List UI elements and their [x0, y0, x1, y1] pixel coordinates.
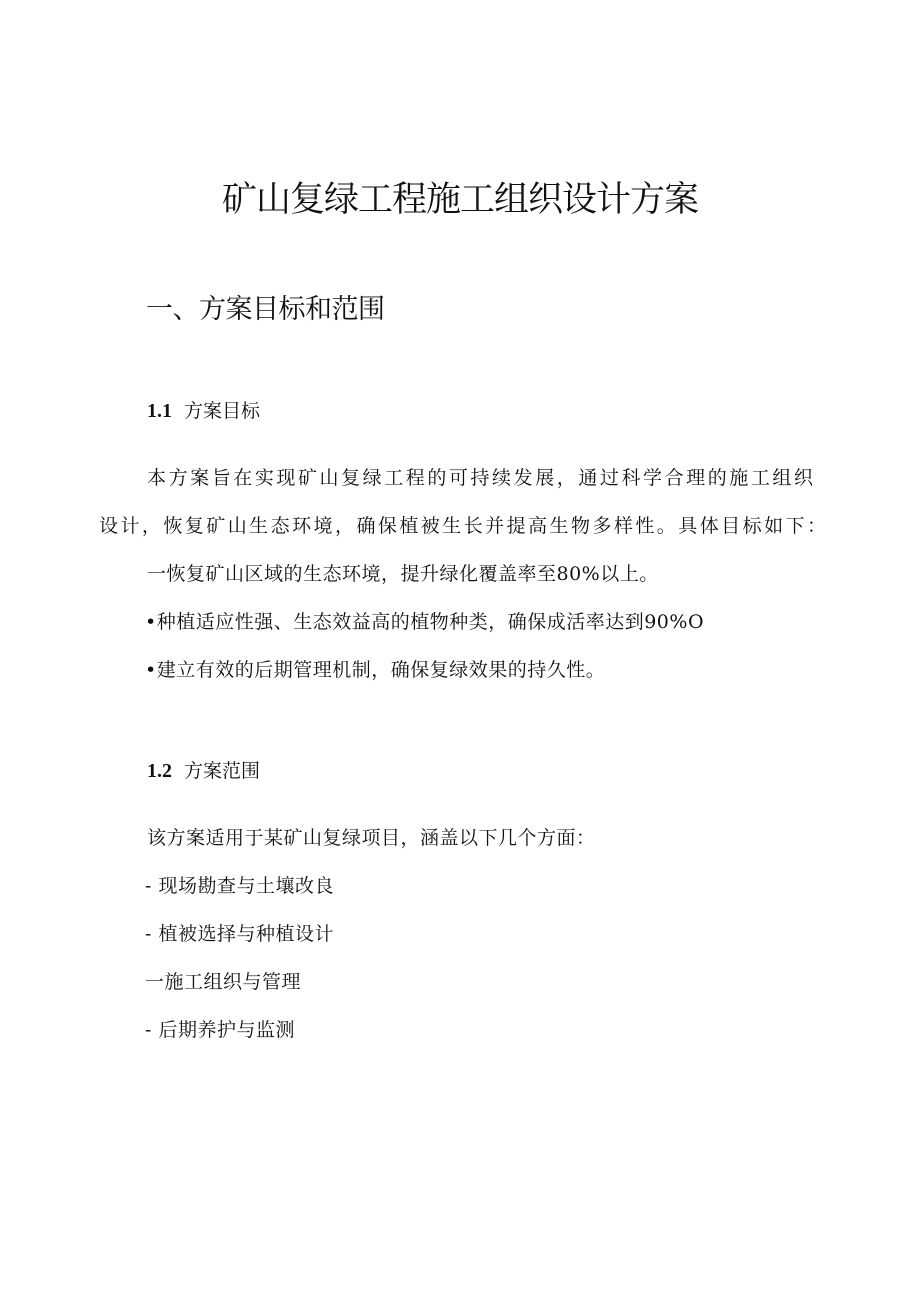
- list-item: - 现场勘查与土壤改良: [145, 875, 334, 897]
- paragraph-line: 设计，恢复矿山生态环境，确保植被生长并提高生物多样性。具体目标如下：: [99, 515, 826, 537]
- list-item: •种植适应性强、生态效益高的植物种类，确保成活率达到90%O: [145, 611, 705, 633]
- list-item: - 植被选择与种植设计: [145, 923, 334, 945]
- subsection-number: 1.1: [147, 400, 172, 422]
- subsection-title: 方案范围: [184, 760, 261, 782]
- list-item: 一施工组织与管理: [145, 971, 302, 993]
- list-item: - 后期养护与监测: [145, 1019, 295, 1041]
- list-item: •建立有效的后期管理机制，确保复绿效果的持久性。: [145, 659, 606, 681]
- subsection-heading-1-2: [147, 757, 260, 785]
- paragraph-line: 本方案旨在实现矿山复绿工程的可持续发展，通过科学合理的施工组织: [147, 467, 813, 489]
- section-heading-1: 一、方案目标和范围: [146, 294, 385, 325]
- list-item: 一恢复矿山区域的生态环境，提升绿化覆盖率至80%以上。: [147, 563, 659, 585]
- document-title: 矿山复绿工程施工组织设计方案: [221, 180, 698, 220]
- subsection-number: 1.2: [147, 760, 172, 782]
- subsection-heading-1-1: [147, 397, 260, 425]
- paragraph-line: 该方案适用于某矿山复绿项目，涵盖以下几个方面：: [147, 827, 596, 849]
- subsection-title: 方案目标: [184, 400, 261, 422]
